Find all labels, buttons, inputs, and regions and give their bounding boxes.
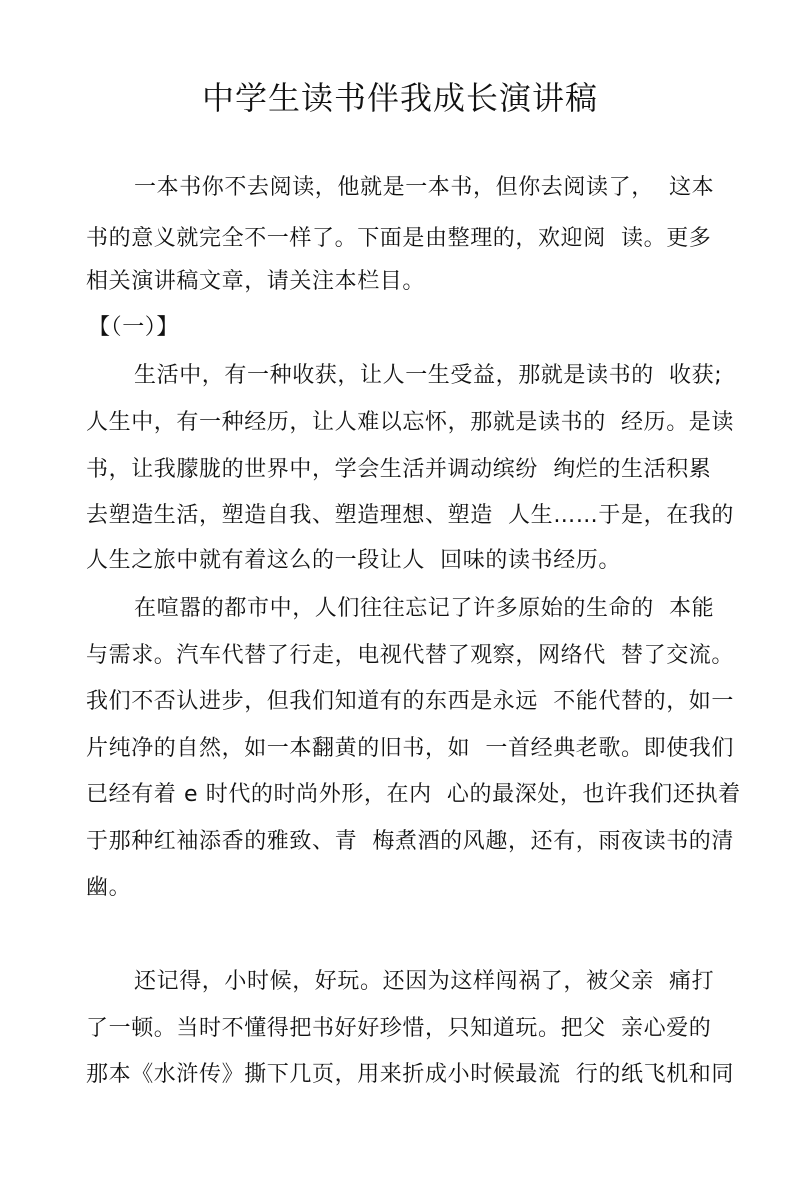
paragraph-line: 与需求。汽车代替了行走，电视代替了观察，网络代 替了交流。 <box>86 643 734 668</box>
paragraph-line: 去塑造生活，塑造自我、塑造理想、塑造 人生……于是，在我的 <box>86 503 734 528</box>
document-title: 中学生读书伴我成长演讲稿 <box>201 79 598 117</box>
paragraph-line: 人生之旅中就有着这么的一段让人 回味的读书经历。 <box>86 548 621 573</box>
paragraph-line: 书，让我朦胧的世界中，学会生活并调动缤纷 绚烂的生活积累 <box>86 457 712 482</box>
paragraph-line: 幽。 <box>86 875 132 900</box>
paragraph-line: 已经有着 e 时代的时尚外形，在内 心的最深处，也许我们还执着 <box>86 782 741 807</box>
paragraph-line: 于那种红袖添香的雅致、青 梅煮酒的风趣，还有，雨夜读书的清 <box>86 829 734 854</box>
paragraph-line: 生活中，有一种收获，让人一生受益，那就是读书的 收获; <box>134 363 723 388</box>
paragraph-line: 还记得，小时候，好玩。还因为这样闯祸了，被父亲 痛打 <box>134 969 715 994</box>
paragraph-line: 一本书你不去阅读，他就是一本书，但你去阅读了， 这本 <box>134 175 715 200</box>
paragraph-line: 人生中，有一种经历，让人难以忘怀，那就是读书的 经历。是读 <box>86 410 734 435</box>
paragraph-line: 相关演讲稿文章，请关注本栏目。 <box>86 269 426 294</box>
paragraph-line: 书的意义就完全不一样了。下面是由整理的，欢迎阅 读。更多 <box>86 226 712 251</box>
paragraph-line: 片纯净的自然，如一本翻黄的旧书，如 一首经典老歌。即使我们 <box>86 736 734 761</box>
paragraph-line: 了一顿。当时不懂得把书好好珍惜，只知道玩。把父 亲心爱的 <box>86 1016 712 1041</box>
paragraph-line: 那本《水浒传》撕下几页，用来折成小时候最流 行的纸飞机和同 <box>86 1062 734 1087</box>
section-heading: 【（一）】 <box>88 315 180 340</box>
paragraph-line: 我们不否认进步，但我们知道有的东西是永远 不能代替的，如一 <box>86 689 734 714</box>
paragraph-line: 在喧嚣的都市中，人们往往忘记了许多原始的生命的 本能 <box>134 596 715 621</box>
